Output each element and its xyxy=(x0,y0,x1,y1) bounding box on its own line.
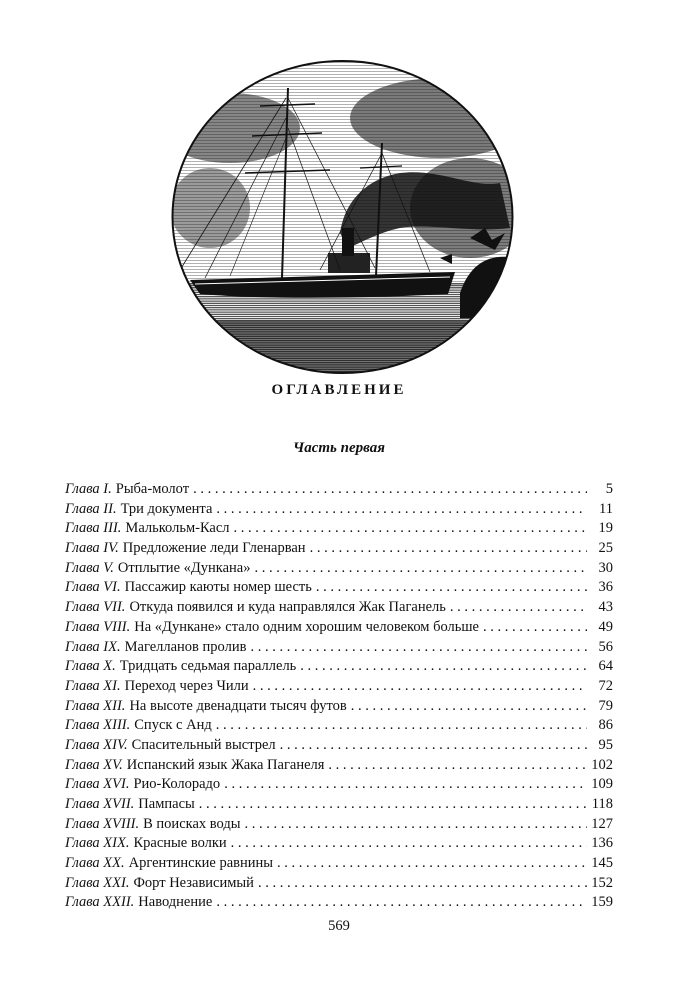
chapter-title: Отплытие «Дункана» xyxy=(117,559,251,576)
toc-list xyxy=(65,480,613,913)
chapter-label: Глава XX. xyxy=(65,855,125,872)
leader-dots xyxy=(300,657,587,677)
leader-dots xyxy=(250,638,587,658)
chapter-title: Откуда появился и куда направлялся Жак Паганель xyxy=(129,599,446,616)
toc-entry[interactable] xyxy=(65,834,613,854)
leader-dots xyxy=(258,874,587,894)
chapter-label: Глава X. xyxy=(65,658,116,675)
chapter-title: Спуск с Анд xyxy=(134,717,212,734)
toc-entry[interactable] xyxy=(65,598,613,618)
page-ref: 118 xyxy=(591,796,613,812)
chapter-title: Предложение леди Гленарван xyxy=(122,540,306,557)
toc-entry[interactable] xyxy=(65,775,613,795)
leader-dots xyxy=(277,854,587,874)
leader-dots xyxy=(280,736,587,756)
chapter-title: Наводнение xyxy=(138,894,213,911)
toc-heading: ОГЛАВЛЕНИЕ xyxy=(271,382,407,398)
chapter-label: Глава I. xyxy=(65,481,112,497)
chapter-title: Тридцать седьмая параллель xyxy=(119,658,297,675)
chapter-title: Испанский язык Жака Паганеля xyxy=(126,756,325,773)
leader-dots xyxy=(216,716,587,736)
page-ref: 64 xyxy=(598,658,613,675)
leader-dots xyxy=(450,598,587,618)
page-ref: 11 xyxy=(599,500,613,517)
toc-entry[interactable] xyxy=(65,716,613,736)
toc-entry[interactable] xyxy=(65,815,613,835)
leader-dots xyxy=(216,500,587,520)
chapter-title: Пампасы xyxy=(138,796,195,812)
part-title: Часть первая xyxy=(293,440,385,456)
toc-entry[interactable] xyxy=(65,657,613,677)
toc-entry[interactable] xyxy=(65,756,613,776)
page-ref: 72 xyxy=(598,677,613,694)
chapter-title: На «Дункане» стало одним хорошим человеком больше xyxy=(134,618,479,635)
page-ref: 145 xyxy=(591,855,613,872)
chapter-title: Магелланов пролив xyxy=(124,638,247,655)
page-ref: 109 xyxy=(591,776,613,793)
leader-dots xyxy=(231,834,587,854)
page-ref: 25 xyxy=(598,540,613,557)
chapter-label: Глава XV. xyxy=(65,756,123,773)
chapter-title: Пассажир каюты номер шесть xyxy=(124,579,312,596)
leader-dots xyxy=(328,756,587,776)
toc-entry[interactable] xyxy=(65,677,613,697)
page-ref: 127 xyxy=(591,815,613,832)
leader-dots xyxy=(224,775,587,795)
chapter-title: Рио-Колорадо xyxy=(133,776,221,793)
chapter-label: Глава XVII. xyxy=(65,796,135,812)
toc-entry[interactable] xyxy=(65,893,613,913)
leader-dots xyxy=(253,677,587,697)
chapter-title: Спасительный выстрел xyxy=(131,736,276,753)
chapter-label: Глава XIX. xyxy=(65,835,130,852)
leader-dots xyxy=(244,815,587,835)
chapter-title: Малькольм-Касл xyxy=(125,520,230,537)
chapter-label: Глава XVIII. xyxy=(65,815,140,832)
chapter-label: Глава VIII. xyxy=(65,618,131,635)
page-ref: 102 xyxy=(591,756,613,773)
chapter-title: В поисках воды xyxy=(143,815,241,832)
page-ref: 49 xyxy=(598,618,613,635)
toc-entry[interactable] xyxy=(65,480,613,500)
chapter-label: Глава XI. xyxy=(65,677,121,694)
chapter-title: Красные волки xyxy=(133,835,227,852)
toc-entry[interactable] xyxy=(65,638,613,658)
page-ref: 152 xyxy=(591,874,613,891)
leader-dots xyxy=(316,578,587,598)
chapter-label: Глава II. xyxy=(65,500,117,517)
leader-dots xyxy=(254,559,587,579)
chapter-label: Глава V. xyxy=(65,559,114,576)
toc-entry[interactable] xyxy=(65,500,613,520)
toc-entry[interactable] xyxy=(65,697,613,717)
toc-entry[interactable] xyxy=(65,539,613,559)
leader-dots xyxy=(483,618,587,638)
leader-dots xyxy=(216,893,587,913)
toc-entry[interactable] xyxy=(65,795,613,815)
page-ref: 136 xyxy=(591,835,613,852)
page-number: 569 xyxy=(328,918,350,934)
chapter-title: Рыба-молот xyxy=(115,481,190,497)
toc-entry[interactable] xyxy=(65,618,613,638)
toc-entry[interactable] xyxy=(65,736,613,756)
chapter-label: Глава III. xyxy=(65,520,122,537)
chapter-title: Форт Независимый xyxy=(133,874,254,891)
page-ref: 56 xyxy=(598,638,613,655)
chapter-label: Глава XIII. xyxy=(65,717,131,734)
page-ref: 19 xyxy=(598,520,613,537)
chapter-label: Глава XIV. xyxy=(65,736,128,753)
toc-entry[interactable] xyxy=(65,874,613,894)
chapter-title: Аргентинские равнины xyxy=(128,855,274,872)
leader-dots xyxy=(310,539,587,559)
chapter-title: Три документа xyxy=(120,500,213,517)
toc-entry[interactable] xyxy=(65,578,613,598)
toc-entry[interactable] xyxy=(65,854,613,874)
leader-dots xyxy=(351,697,587,717)
chapter-label: Глава XII. xyxy=(65,697,126,714)
chapter-label: Глава XXII. xyxy=(65,894,135,911)
chapter-title: На высоте двенадцати тысяч футов xyxy=(129,697,347,714)
leader-dots xyxy=(199,795,587,815)
leader-dots xyxy=(193,480,587,500)
page-ref: 86 xyxy=(598,717,613,734)
chapter-label: Глава XVI. xyxy=(65,776,130,793)
toc-entry[interactable] xyxy=(65,519,613,539)
page-ref: 30 xyxy=(598,559,613,576)
leader-dots xyxy=(234,519,587,539)
chapter-label: Глава XXI. xyxy=(65,874,130,891)
page-ref: 43 xyxy=(598,599,613,616)
page-ref: 5 xyxy=(605,481,613,497)
page-ref: 79 xyxy=(598,697,613,714)
page-ref: 159 xyxy=(591,894,613,911)
chapter-label: Глава IV. xyxy=(65,540,119,557)
chapter-label: Глава IX. xyxy=(65,638,121,655)
page-ref: 36 xyxy=(598,579,613,596)
ship-illustration xyxy=(170,58,515,376)
chapter-label: Глава VI. xyxy=(65,579,121,596)
chapter-label: Глава VII. xyxy=(65,599,126,616)
chapter-title: Переход через Чили xyxy=(124,677,249,694)
toc-entry[interactable] xyxy=(65,559,613,579)
page-ref: 95 xyxy=(598,736,613,753)
